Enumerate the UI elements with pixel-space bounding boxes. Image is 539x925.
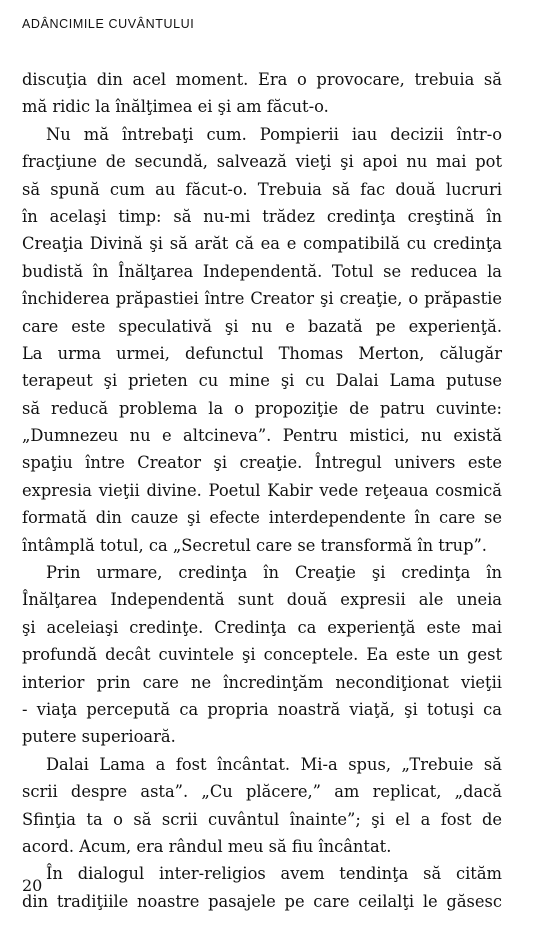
- text-line: discuţia din acel moment. Era o provocare, trebuia să: [22, 70, 502, 89]
- page-number: 20: [22, 876, 43, 895]
- text-line: să reducă problema la o propoziţie de patru cuvinte:: [22, 398, 502, 418]
- text-line: Creaţia Divină şi să arăt că ea e compatibilă cu credinţa: [22, 234, 502, 254]
- text-line: putere superioară.: [22, 727, 176, 747]
- text-line: fracţiune de secundă, salvează vieţi şi apoi nu mai pot: [22, 152, 502, 172]
- text-line: spaţiu între Creator şi creaţie. Întregul univers este: [22, 453, 502, 473]
- text-line: Dalai Lama a fost încântat. Mi-a spus, „Trebuie să: [46, 754, 502, 774]
- text-line: terapeut şi prieten cu mine şi cu Dalai Lama putuse: [22, 371, 502, 391]
- running-head: ADÂNCIMILE CUVÂNTULUI: [22, 17, 195, 31]
- text-line: profundă decât cuvintele şi conceptele. Ea este un gest: [22, 645, 502, 665]
- text-line: „Dumnezeu nu e altcineva”. Pentru mistici, nu există: [22, 426, 502, 446]
- text-line: La urma urmei, defunctul Thomas Merton, călugăr: [22, 343, 502, 363]
- text-line: Prin urmare, credinţa în Creaţie şi credinţa în: [46, 563, 502, 583]
- text-line: acord. Acum, era rândul meu să fiu încântat.: [22, 836, 392, 856]
- text-line: să spună cum au făcut-o. Trebuia să fac două lucruri: [22, 179, 502, 199]
- text-line: din tradiţiile noastre pasajele pe care ceilalţi le găsesc: [22, 891, 502, 911]
- text-line: scrii despre asta”. „Cu plăcere,” am replicat, „dacă: [22, 782, 502, 802]
- text-line: care este speculativă şi nu e bazată pe experienţă.: [22, 316, 502, 336]
- text-line: Înălţarea Independentă sunt două expresii ale uneia: [22, 590, 502, 610]
- text-line: Sfinţia ta o să scrii cuvântul înainte”; şi el a fost de: [22, 809, 502, 829]
- text-line: întâmplă totul, ca „Secretul care se transformă în trup”.: [22, 535, 487, 555]
- text-line: închiderea prăpastiei între Creator şi creaţie, o prăpastie: [22, 289, 502, 309]
- text-line: interior prin care ne încredinţăm necondiţionat vieţii: [22, 672, 502, 692]
- text-line: În dialogul inter-religios avem tendinţa să cităm: [46, 864, 502, 884]
- text-line: - viaţa percepută ca propria noastră viaţă, şi totuşi ca: [22, 699, 502, 719]
- text-line: Nu mă întrebaţi cum. Pompierii iau decizii într-o: [46, 124, 502, 144]
- text-line: formată din cauze şi efecte interdependente în care se: [22, 508, 502, 528]
- text-line: mă ridic la înălţimea ei şi am făcut-o.: [22, 97, 329, 117]
- text-line: în acelaşi timp: să nu-mi trădez credinţa creştină în: [22, 206, 502, 226]
- text-line: budistă în Înălţarea Independentă. Totul se reducea la: [22, 261, 502, 281]
- text-line: expresia vieţii divine. Poetul Kabir vede reţeaua cosmică: [22, 480, 502, 500]
- text-line: şi aceleiaşi credinţe. Credinţa ca experienţă este mai: [22, 617, 502, 637]
- body-text: [22, 66, 502, 915]
